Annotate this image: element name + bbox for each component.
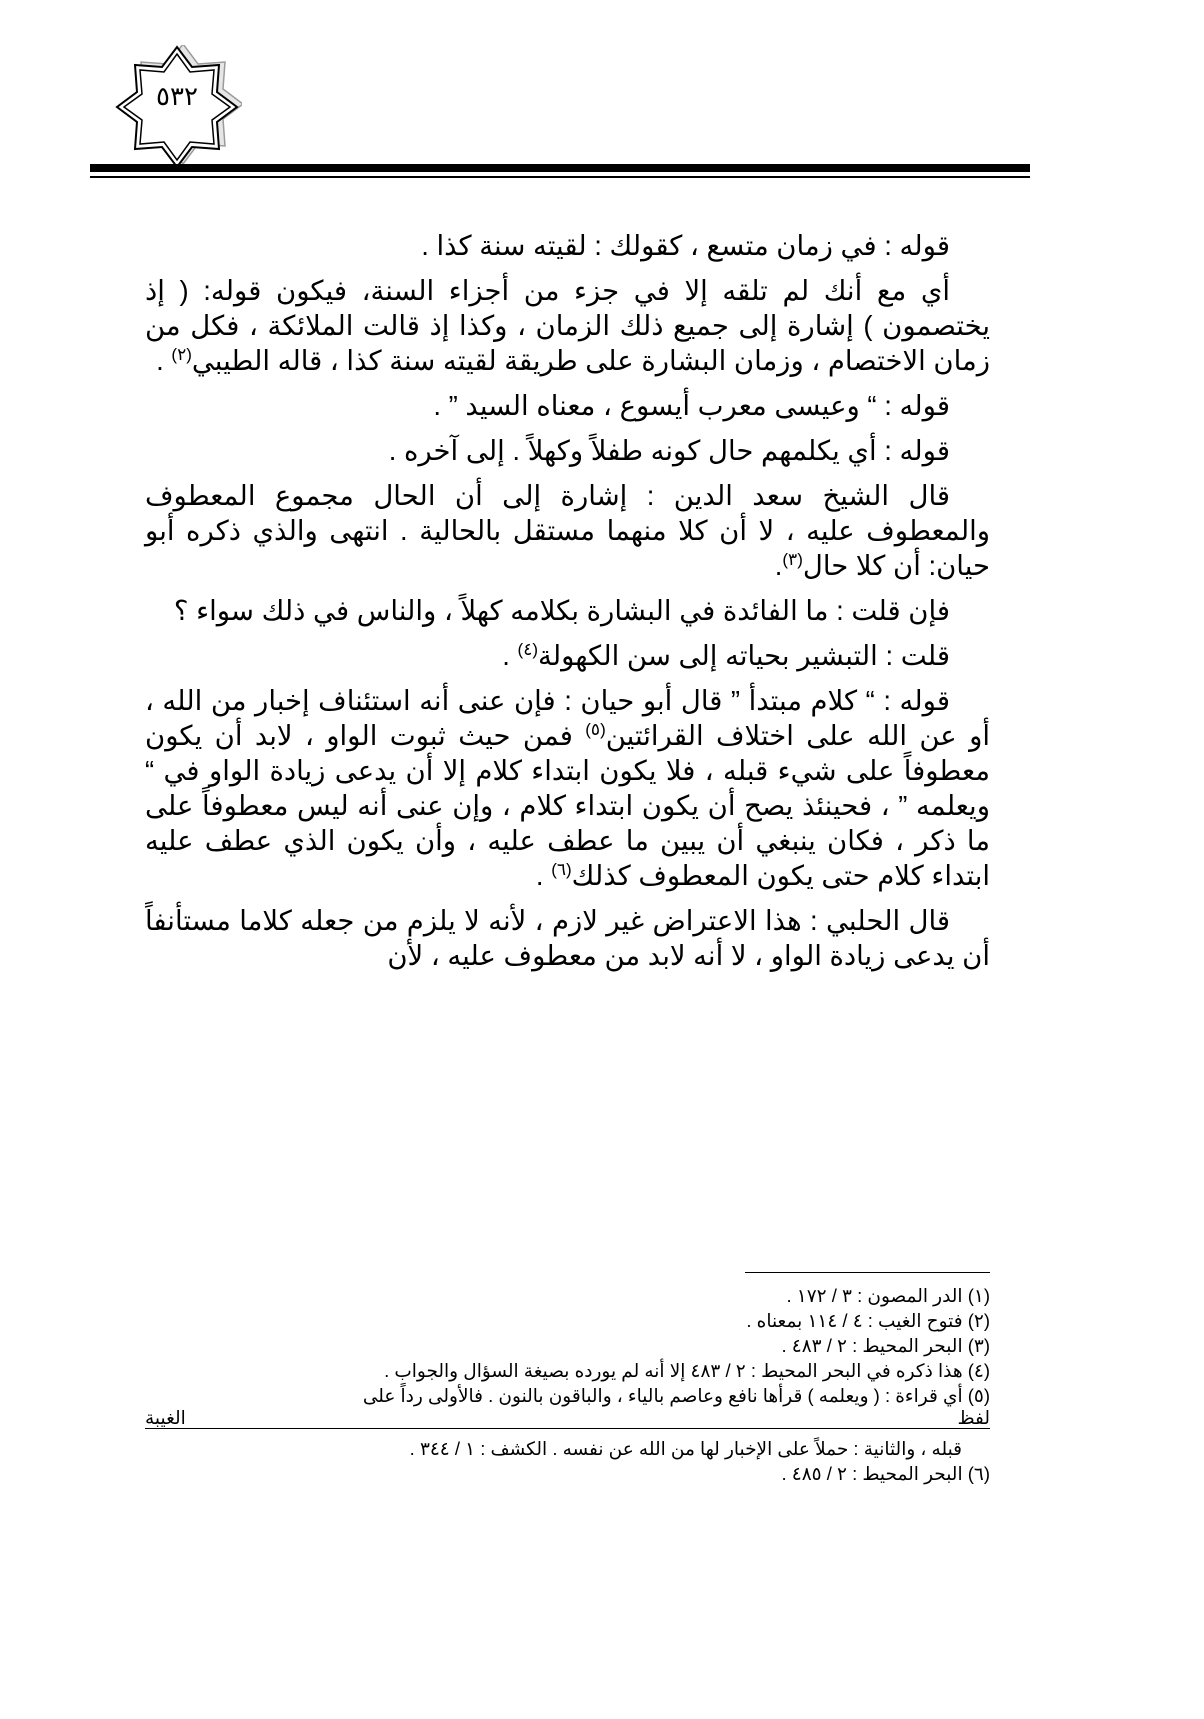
- paragraph-text: .: [156, 345, 172, 376]
- paragraph-text: فإن قلت : ما الفائدة في البشارة بكلامه كهلاً ، والناس في ذلك سواء ؟: [173, 595, 950, 626]
- footnote-ref[interactable]: (٣): [782, 549, 803, 569]
- paragraph: [145, 228, 990, 263]
- footnote: (٥) أي قراءة : ( ويعلمه ) قرأها نافع وعاصم بالياء ، والباقون بالنون . فالأولى رداً على: [362, 1385, 990, 1406]
- paragraph: [145, 273, 990, 378]
- footnote-ref[interactable]: (٥): [585, 719, 606, 739]
- paragraph-text: قوله : أي يكلمهم حال كونه طفلاً وكهلاً . إلى آخره .: [388, 435, 950, 466]
- footnote: (١) الدر المصون : ٣ / ١٧٢ .: [786, 1285, 990, 1306]
- footnote: (٤) هذا ذكره في البحر المحيط : ٢ / ٤٨٣ إلا أنه لم يورده بصيغة السؤال والجواب .: [384, 1360, 990, 1381]
- footnote-ref[interactable]: (٤): [517, 639, 539, 659]
- footnote-separator: [745, 1272, 990, 1273]
- paragraph-text: .: [535, 860, 552, 891]
- paragraph: [145, 903, 990, 973]
- footnote-underlined-line: [145, 1408, 990, 1430]
- paragraph: [145, 478, 990, 583]
- paragraph: [145, 638, 990, 673]
- paragraph-text: أي مع أنك لم تلقه إلا في جزء من أجزاء السنة، فيكون قوله: ( إذ يختصمون ) إشارة إلى جميع ذلك الزمان ، وكذا إذ قالت الملائكة ، فكل من زمان الاختصام ، وزمان البشارة على طريقة لقيته سنة كذا ، قاله الطيبي: [145, 275, 990, 376]
- paragraph-text: فمن حيث ثبوت الواو ، لابد أن يكون معطوفاً على شيء قبله ، فلا يكون ابتداء كلام إلا أن يدعى زيادة الواو في “ ويعلمه ” ، فحينئذ يصح أن يكون ابتداء كلام ، وإن عنى أنه ليس معطوفاً على ما ذكر ، فكان ينبغي أن يبين ما عطف عليه ، وأن يكون الذي عطف عليه ابتداء كلام حتى يكون المعطوف كذلك: [145, 720, 990, 891]
- header-rule-thick: [90, 164, 1030, 172]
- paragraph-text: قلت : التبشير بحياته إلى سن الكهولة: [538, 640, 950, 671]
- footnote: (٣) البحر المحيط : ٢ / ٤٨٣ .: [781, 1335, 990, 1356]
- footnote-continuation: قبله ، والثانية : حملاً على الإخبار لها من الله عن نفسه . الكشف : ١ / ٣٤٤ .: [409, 1438, 962, 1459]
- footnotes: [145, 1283, 990, 1486]
- page-number-badge: [112, 45, 242, 169]
- main-text: [145, 228, 990, 983]
- paragraph-text: قال الحلبي : هذا الاعتراض غير لازم ، لأنه لا يلزم من جعله كلاما مستأنفاً أن يدعى زيادة الواو ، لا أنه لابد من معطوف عليه ، لأن: [145, 905, 990, 971]
- header-rule-thin: [90, 176, 1030, 178]
- paragraph-text: قوله : “ وعيسى معرب أيسوع ، معناه السيد ” .: [433, 390, 950, 421]
- footnote: (٦) البحر المحيط : ٢ / ٤٨٥ .: [781, 1463, 990, 1484]
- paragraph: [145, 683, 990, 893]
- page-number: ٥٣٢: [156, 82, 198, 112]
- footnote-ref[interactable]: (٦): [551, 859, 572, 879]
- footnote-underlined-text: لفظ الغيبة: [145, 1407, 990, 1428]
- paragraph-text: قوله : في زمان متسع ، كقولك : لقيته سنة كذا .: [421, 230, 950, 261]
- footnote-ref[interactable]: (٢): [171, 344, 192, 364]
- paragraph-text: .: [774, 550, 783, 581]
- paragraph-text: قال الشيخ سعد الدين : إشارة إلى أن الحال مجموع المعطوف والمعطوف عليه ، لا أن كلا منهما مستقل بالحالية . انتهى والذي ذكره أبو حيان: أن كلا حال: [145, 480, 990, 581]
- footnote: (٢) فتوح الغيب : ٤ / ١١٤ بمعناه .: [746, 1310, 990, 1331]
- paragraph: [145, 593, 990, 628]
- paragraph-text: .: [502, 640, 518, 671]
- paragraph: [145, 388, 990, 423]
- paragraph: [145, 433, 990, 468]
- paragraph-text: قوله : “ كلام مبتدأ ” قال أبو حيان : فإن عنى أنه استئناف إخبار من الله ، أو عن الله على اختلاف القرائتين: [145, 685, 990, 751]
